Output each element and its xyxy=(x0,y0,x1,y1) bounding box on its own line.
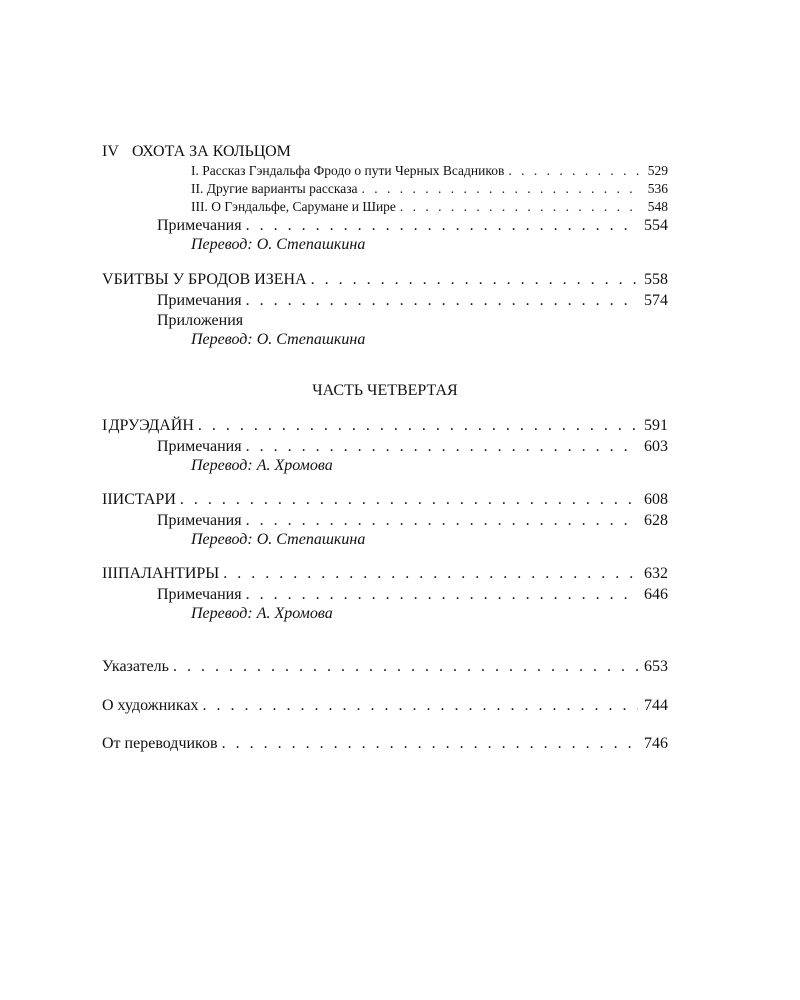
dot-leader xyxy=(246,291,638,311)
entry-label: От переводчиков xyxy=(102,735,218,752)
translator-credit: Перевод: А. Хромова xyxy=(191,605,333,622)
translator-credit: Перевод: О. Степашкина xyxy=(191,531,366,548)
page-number: 536 xyxy=(647,181,668,196)
translator-credit: Перевод: О. Степашкина xyxy=(191,236,366,253)
toc-chapter-ii[interactable] xyxy=(102,490,668,510)
page-number: 548 xyxy=(647,199,668,214)
entry-label: III. О Гэндальфе, Сарумане и Шире xyxy=(191,199,396,214)
page-number: 646 xyxy=(644,586,668,603)
chapter-title: ИСТАРИ xyxy=(112,491,176,508)
toc-chapter-iii[interactable] xyxy=(102,564,668,584)
entry-label: II. Другие варианты рассказа xyxy=(191,181,358,196)
entry-label: Примечания xyxy=(157,512,242,529)
entry-label: I. Рассказ Гэндальфа Фродо о пути Черных Всадников xyxy=(191,163,505,178)
dot-leader xyxy=(246,437,638,457)
dot-leader xyxy=(223,564,638,584)
toc-entry-translators[interactable] xyxy=(102,734,668,754)
part-heading: ЧАСТЬ ЧЕТВЕРТАЯ xyxy=(312,382,458,399)
entry-label: Примечания xyxy=(157,292,242,309)
page-number: 632 xyxy=(644,565,668,582)
dot-leader xyxy=(508,161,641,181)
page-number: 744 xyxy=(644,697,668,714)
page-number: 608 xyxy=(644,491,668,508)
dot-leader xyxy=(400,197,642,217)
page-number: 628 xyxy=(644,512,668,529)
chapter-title: ОХОТА ЗА КОЛЬЦОМ xyxy=(132,143,291,160)
dot-leader xyxy=(173,657,638,677)
dot-leader xyxy=(246,585,638,605)
chapter-number: II xyxy=(102,491,113,508)
appendix-label: Приложения xyxy=(157,312,244,329)
toc-entry-index[interactable] xyxy=(102,657,668,677)
entry-label: Указатель xyxy=(102,658,169,675)
toc-chapter-v[interactable] xyxy=(102,270,668,290)
page-number: 603 xyxy=(644,438,668,455)
toc-entry-notes[interactable] xyxy=(157,585,668,605)
toc-entry-artists[interactable] xyxy=(102,696,668,716)
page-number: 653 xyxy=(644,658,668,675)
chapter-number: I xyxy=(102,417,108,434)
dot-leader xyxy=(180,490,638,510)
chapter-title: ПАЛАНТИРЫ xyxy=(117,565,220,582)
page-number: 746 xyxy=(644,735,668,752)
toc-entry-notes[interactable] xyxy=(157,511,668,531)
dot-leader xyxy=(362,179,642,199)
page-number: 554 xyxy=(644,217,668,234)
dot-leader xyxy=(198,416,638,436)
page-number: 574 xyxy=(644,292,668,309)
dot-leader xyxy=(203,696,639,716)
toc-entry[interactable] xyxy=(191,179,668,199)
entry-label: Примечания xyxy=(157,586,242,603)
page-number: 558 xyxy=(644,271,668,288)
toc-chapter-i[interactable] xyxy=(102,416,668,436)
toc-entry[interactable] xyxy=(191,161,668,181)
toc-entry-notes[interactable] xyxy=(157,216,668,236)
entry-label: Примечания xyxy=(157,438,242,455)
page-number: 591 xyxy=(644,417,668,434)
dot-leader xyxy=(311,270,638,290)
toc-entry-notes[interactable] xyxy=(157,437,668,457)
dot-leader xyxy=(246,511,638,531)
toc-entry-notes[interactable] xyxy=(157,291,668,311)
chapter-number: IV xyxy=(102,143,119,160)
entry-label: Примечания xyxy=(157,217,242,234)
chapter-number: III xyxy=(102,565,118,582)
chapter-title: БИТВЫ У БРОДОВ ИЗЕНА xyxy=(113,271,307,288)
entry-label: О художниках xyxy=(102,697,199,714)
chapter-iv-heading xyxy=(102,142,291,162)
translator-credit: Перевод: А. Хромова xyxy=(191,457,333,474)
translator-credit: Перевод: О. Степашкина xyxy=(191,331,366,348)
chapter-number: V xyxy=(102,271,114,288)
page-number: 529 xyxy=(647,163,668,178)
toc-entry[interactable] xyxy=(191,197,668,217)
chapter-title: ДРУЭДАЙН xyxy=(108,417,194,434)
dot-leader xyxy=(246,216,638,236)
dot-leader xyxy=(222,734,638,754)
